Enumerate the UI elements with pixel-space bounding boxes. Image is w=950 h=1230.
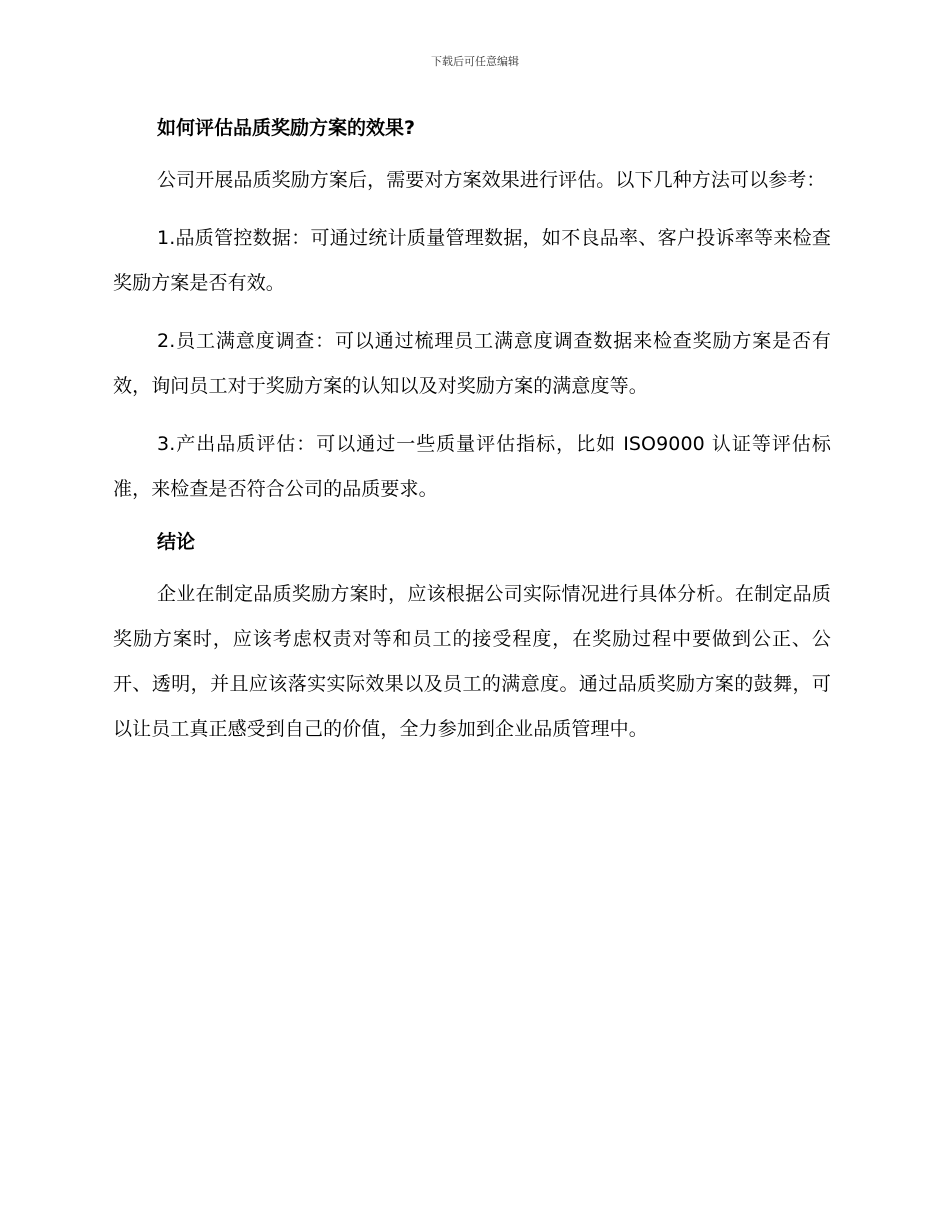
method-item-2: 2.员工满意度调查：可以通过梳理员工满意度调查数据来检查奖励方案是否有效，询问员工对于奖励方案的认知以及对奖励方案的满意度等。 <box>113 330 831 397</box>
section-heading-evaluation: 如何评估品质奖励方案的效果? <box>157 117 416 139</box>
document-body <box>113 111 831 765</box>
method-item-3: 3.产出品质评估：可以通过一些质量评估指标，比如 ISO9000 认证等评估标准，来检查是否符合公司的品质要求。 <box>113 433 831 500</box>
page-header-note: 下载后可任意编辑 <box>431 55 519 68</box>
conclusion-paragraph: 企业在制定品质奖励方案时，应该根据公司实际情况进行具体分析。在制定品质奖励方案时，应该考虑权责对等和员工的接受程度，在奖励过程中要做到公正、公开、透明，并且应该落实实际效果以及员工的满意度。通过品质奖励方案的鼓舞，可以让员工真正感受到自己的价值，全力参加到企业品质管理中。 <box>113 583 831 740</box>
section-heading-conclusion: 结论 <box>157 531 196 553</box>
intro-paragraph: 公司开展品质奖励方案后，需要对方案效果进行评估。以下几种方法可以参考： <box>157 169 826 191</box>
method-item-1: 1.品质管控数据：可通过统计质量管理数据，如不良品率、客户投诉率等来检查奖励方案是否有效。 <box>113 227 831 294</box>
